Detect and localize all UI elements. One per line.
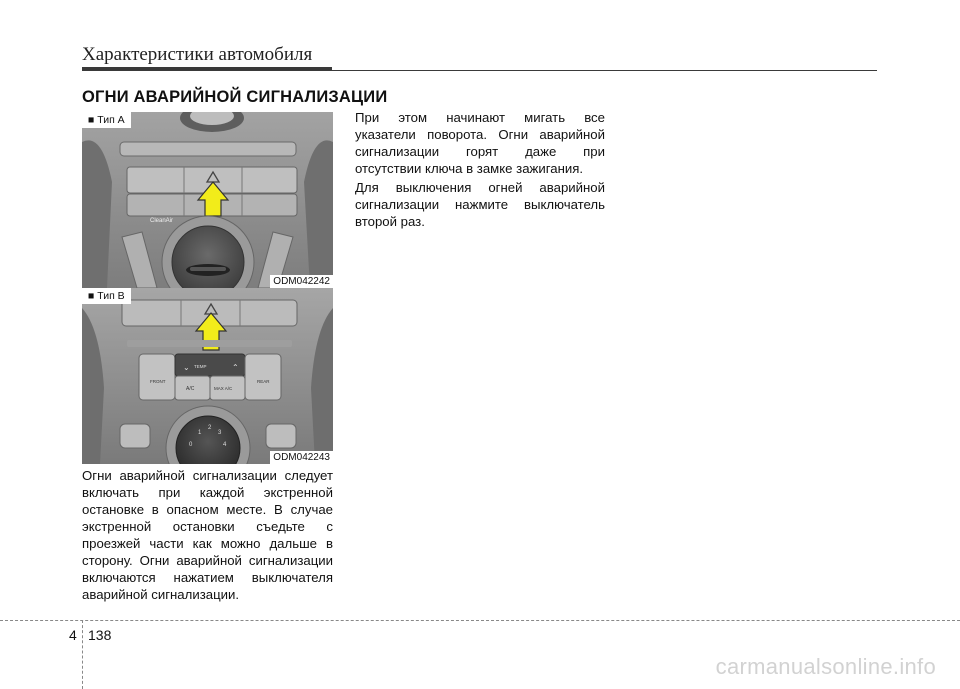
dial-4: 4 — [223, 442, 227, 448]
figure-type-a — [82, 112, 333, 288]
front-label: FRONT — [150, 379, 166, 384]
left-column-text — [82, 467, 333, 605]
watermark: carmanualsonline.info — [715, 654, 936, 679]
footer-divider — [82, 620, 83, 689]
footer-rule — [0, 620, 960, 621]
ac-label: A/C — [186, 386, 195, 392]
page-heading: ОГНИ АВАРИЙНОЙ СИГНАЛИЗАЦИИ — [82, 88, 388, 106]
dial-2: 2 — [208, 425, 212, 431]
chapter-number: 4 — [69, 627, 77, 643]
figure-type-b — [82, 288, 333, 464]
page-number: 138 — [88, 627, 112, 643]
figure-tag-b: ■ Тип В — [82, 288, 131, 304]
dial-3: 3 — [218, 430, 222, 436]
svg-text:⌃: ⌃ — [232, 363, 239, 372]
rear-label: REAR — [257, 379, 270, 384]
dashboard-illustration-b — [82, 288, 333, 464]
figure-code-a: ODM042242 — [270, 275, 333, 288]
right-paragraph-2: Для выключения огней аварийной сигнализации нажмите выключатель второй раз. — [355, 180, 605, 229]
dial-0: 0 — [189, 442, 193, 448]
svg-text:⌄: ⌄ — [183, 363, 190, 372]
cleanair-label: CleanAir — [150, 218, 174, 224]
temp-label: TEMP — [194, 364, 207, 369]
dial-1: 1 — [198, 430, 202, 436]
figure-tag-a: ■ Тип А — [82, 112, 131, 128]
figure-code-b: ODM042243 — [270, 451, 333, 464]
dashboard-illustration-a — [82, 112, 333, 288]
title-rule-thin — [332, 70, 877, 71]
left-paragraph: Огни аварийной сигнализации следует включать при каждой экстренной остановке в опасном месте. В случае экстренной остановки съедьте с проезжей части как можно дальше в сторону. Огни аварийной сигнализации включаются нажатием выключателя аварийной сигнализации. — [82, 468, 333, 602]
section-title: Характеристики автомобиля — [82, 44, 313, 65]
right-paragraph-1: При этом начинают мигать все указатели поворота. Огни аварийной сигнализации горят даже при отсутствии ключа в замке зажигания. — [355, 110, 605, 176]
max-ac-label: MAX A/C — [214, 386, 233, 391]
title-rule-thick — [82, 67, 332, 71]
right-column-text — [355, 109, 605, 232]
